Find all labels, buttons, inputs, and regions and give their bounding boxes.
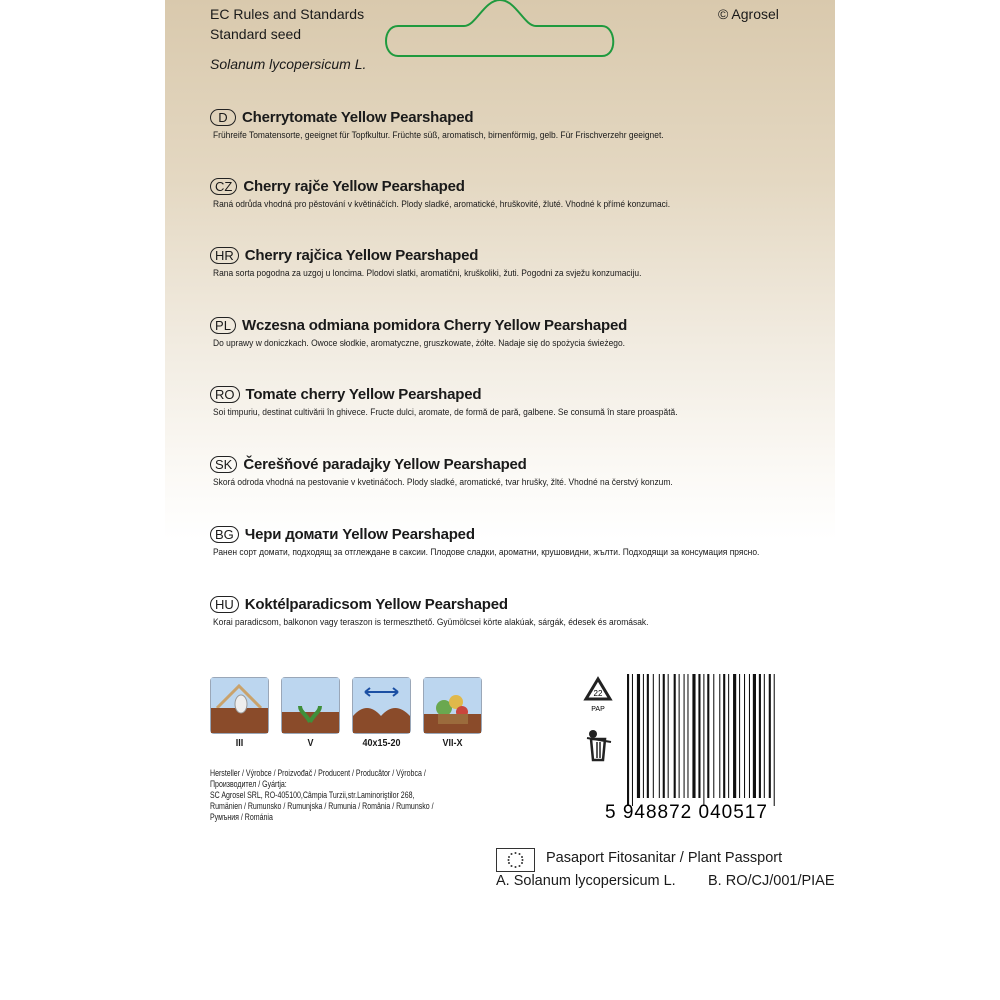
eu-flag-icon: [496, 848, 535, 872]
barcode-bar: [684, 674, 685, 798]
passport-title: Pasaport Fitosanitar / Plant Passport: [546, 850, 783, 866]
barcode-bar: [759, 674, 761, 798]
barcode-bar: [632, 674, 633, 806]
barcode-bar: [647, 674, 649, 798]
barcode-bar: [627, 674, 629, 806]
icon-caption: III: [235, 738, 244, 749]
seedling-planting-icon: [281, 677, 340, 734]
producer-info: [210, 768, 444, 823]
barcode-bar: [739, 674, 740, 798]
section-text: Frühreife Tomatensorte, geeignet für Topfkultur. Früchte süß, aromatisch, birnenförmig, gelb. Für Frischverzehr geeignet.: [213, 130, 664, 141]
cultivation-step: [352, 677, 411, 749]
cultivation-icons: [210, 677, 482, 749]
harvest-icon: [423, 677, 482, 734]
section-sk: [210, 454, 780, 489]
section-pl: [210, 315, 780, 350]
barcode-bar: [764, 674, 765, 798]
cultivation-step: [210, 677, 269, 749]
producer-line: Hersteller / Výrobce / Proizvođač / Producent / Producător / Výrobca / Производител / Gyártja:: [210, 768, 426, 789]
recycle-code: PAP: [591, 706, 605, 713]
barcode-bar: [744, 674, 745, 798]
greenhouse-sowing-icon: [210, 677, 269, 734]
barcode-bar: [753, 674, 756, 798]
seed-packet-back: [165, 0, 835, 889]
section-title: Cherrytomate Yellow Pearshaped: [242, 108, 474, 126]
barcode-bar: [719, 674, 720, 798]
recycle-number: 22: [593, 689, 603, 698]
barcode-bar: [774, 674, 775, 806]
barcode-bar: [668, 674, 669, 798]
section-ro: [210, 384, 780, 419]
barcode-bar: [769, 674, 771, 798]
language-code: D: [210, 109, 236, 126]
barcode-bar: [749, 674, 750, 798]
section-text: Raná odrůda vhodná pro pěstování v květináčích. Plody sladké, aromatické, hruškovité, žluté. Vhodné k přímé konzumaci.: [213, 199, 671, 210]
spacing-icon: [352, 677, 411, 734]
language-code: HR: [210, 247, 239, 264]
barcode-bar: [687, 674, 688, 798]
section-title: Tomate cherry Yellow Pearshaped: [245, 385, 482, 403]
section-title: Чери домати Yellow Pearshaped: [244, 525, 475, 543]
barcode-bar: [703, 674, 704, 806]
cultivation-step: [281, 677, 340, 749]
icon-caption: 40x15-20: [362, 738, 401, 749]
section-title: Cherry rajčica Yellow Pearshaped: [244, 246, 479, 264]
language-code: BG: [210, 526, 239, 543]
language-code: SK: [210, 456, 237, 473]
barcode-bar: [679, 674, 680, 798]
passport-species: A. Solanum lycopersicum L.: [496, 873, 676, 889]
passport-registration: B. RO/CJ/001/PIAE: [708, 873, 835, 889]
ec-rules-text: EC Rules and Standards: [210, 6, 365, 22]
section-cz: [210, 176, 780, 211]
trash-bin-icon: [585, 728, 613, 764]
section-title: Koktélparadicsom Yellow Pearshaped: [244, 595, 508, 613]
barcode-bar: [653, 674, 654, 798]
section-text: Do uprawy w doniczkach. Owoce słodkie, aromatyczne, gruszkowate, żółte. Nadaje się do spożycia świeżego.: [213, 338, 626, 349]
barcode-bar: [733, 674, 736, 798]
section-text: Ранен сорт домати, подходящ за отглеждане в саксии. Плодове сладки, ароматни, крушовидни, жълти. Подходящи за консумация прясно.: [213, 547, 760, 558]
section-text: Skorá odroda vhodná na pestovanie v kvetináčoch. Plody sladké, aromatické, tvar hrušky, žlté. Vhodné na čerstvý konzum.: [213, 477, 673, 488]
section-d: [210, 107, 780, 142]
language-code: CZ: [210, 178, 237, 195]
barcode: [605, 674, 807, 824]
plant-passport: [496, 846, 856, 896]
section-title: Cherry rajče Yellow Pearshaped: [243, 177, 465, 195]
producer-line: Rumänien / Rumunsko / Rumunjska / Rumunia / România / Rumunsko / Румъния / Románia: [210, 801, 434, 822]
section-hu: [210, 594, 780, 629]
hang-hole-outline: [380, 2, 620, 60]
barcode-bar: [637, 674, 640, 798]
barcode-bar: [643, 674, 644, 798]
barcode-bar: [698, 674, 700, 798]
barcode-bar: [723, 674, 725, 798]
section-text: Soi timpuriu, destinat cultivării în ghivece. Fructe dulci, aromate, de formă de pară, galbene. Se consumă în stare proaspătă.: [213, 407, 678, 418]
language-code: PL: [210, 317, 236, 334]
icon-caption: VII-X: [442, 738, 463, 749]
icon-caption: V: [307, 738, 314, 749]
section-bg: [210, 524, 780, 559]
section-text: Rana sorta pogodna za uzgoj u loncima. Plodovi slatki, aromatični, kruškoliki, žuti. Pogodni za svježu konzumaciju.: [213, 268, 642, 279]
section-title: Wczesna odmiana pomidora Cherry Yellow Pearshaped: [242, 316, 628, 334]
cultivation-step: [423, 677, 482, 749]
barcode-bar: [692, 674, 695, 798]
barcode-digits: 5 948872 040517: [605, 802, 768, 823]
barcode-bar: [674, 674, 676, 798]
recycle-icon: [580, 675, 616, 715]
producer-line: SC Agrosel SRL, RO-405100,Câmpia Turzii,str.Laminoriştilor 268,: [210, 790, 415, 800]
section-text: Korai paradicsom, balkonon vagy teraszon is termeszthető. Gyümölcsei körte alakúak, sárgák, édesek és aromásak.: [213, 617, 649, 628]
barcode-bar: [728, 674, 729, 798]
barcode-bar: [663, 674, 665, 798]
barcode-bar: [713, 674, 714, 798]
latin-name-text: Solanum lycopersicum L.: [210, 56, 367, 72]
section-hr: [210, 245, 780, 280]
copyright-text: © Agrosel: [718, 6, 779, 22]
section-title: Čerešňové paradajky Yellow Pearshaped: [243, 455, 527, 473]
seed-type-text: Standard seed: [210, 26, 302, 42]
barcode-bar: [707, 674, 709, 798]
language-code: HU: [210, 596, 239, 613]
language-code: RO: [210, 386, 240, 403]
barcode-bar: [659, 674, 660, 798]
